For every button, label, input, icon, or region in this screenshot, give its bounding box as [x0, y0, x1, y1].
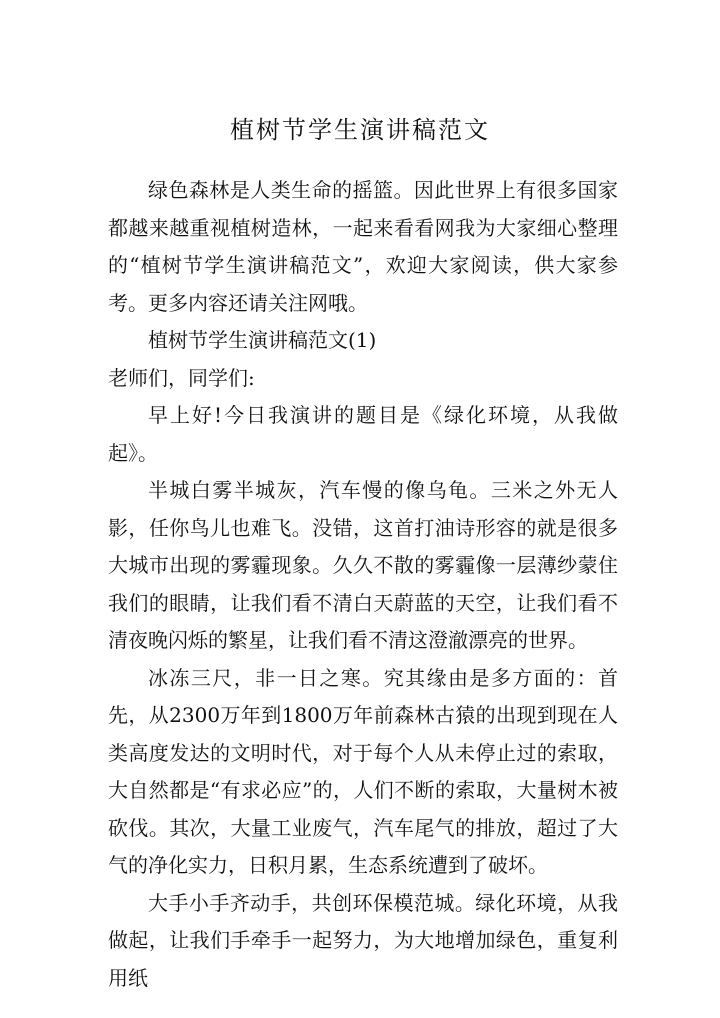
- call-to-action-paragraph: 大手小手齐动手，共创环保模范城。绿化环境，从我做起，让我们手牵手一起努力，为大地增加绿色，重复利用纸: [108, 890, 618, 990]
- document-title: 植树节学生演讲稿范文: [230, 116, 490, 144]
- greeting-paragraph: 早上好!今日我演讲的题目是《绿化环境，从我做起》。: [108, 403, 618, 465]
- smog-paragraph: 半城白雾半城灰，汽车慢的像乌龟。三米之外无人影，任你鸟儿也难飞。没错，这首打油诗形容的就是很多大城市出现的雾霾现象。久久不散的雾霾像一层薄纱蒙住我们的眼睛，让我们看不清白天蔚蓝的天空，让我们看不清夜晚闪烁的繁星，让我们看不清这澄澈漂亮的世界。: [108, 478, 618, 652]
- section-heading: 植树节学生演讲稿范文(1): [148, 328, 377, 352]
- salutation: 老师们，同学们:: [108, 365, 255, 390]
- intro-paragraph: 绿色森林是人类生命的摇篮。因此世界上有很多国家都越来越重视植树造林，一起来看看网我为大家细心整理的“植树节学生演讲稿范文”，欢迎大家阅读，供大家参考。更多内容还请关注网哦。: [108, 178, 618, 315]
- document-body: [108, 172, 618, 997]
- causes-paragraph: 冰冻三尺，非一日之寒。究其缘由是多方面的：首先，从2300万年到1800万年前森林古猿的出现到现在人类高度发达的文明时代，对于每个人从未停止过的索取，大自然都是“有求必应”的，人们不断的索取，大量树木被砍伐。其次，大量工业废气，汽车尾气的排放，超过了大气的净化实力，日积月累，生态系统遭到了破坏。: [108, 665, 618, 877]
